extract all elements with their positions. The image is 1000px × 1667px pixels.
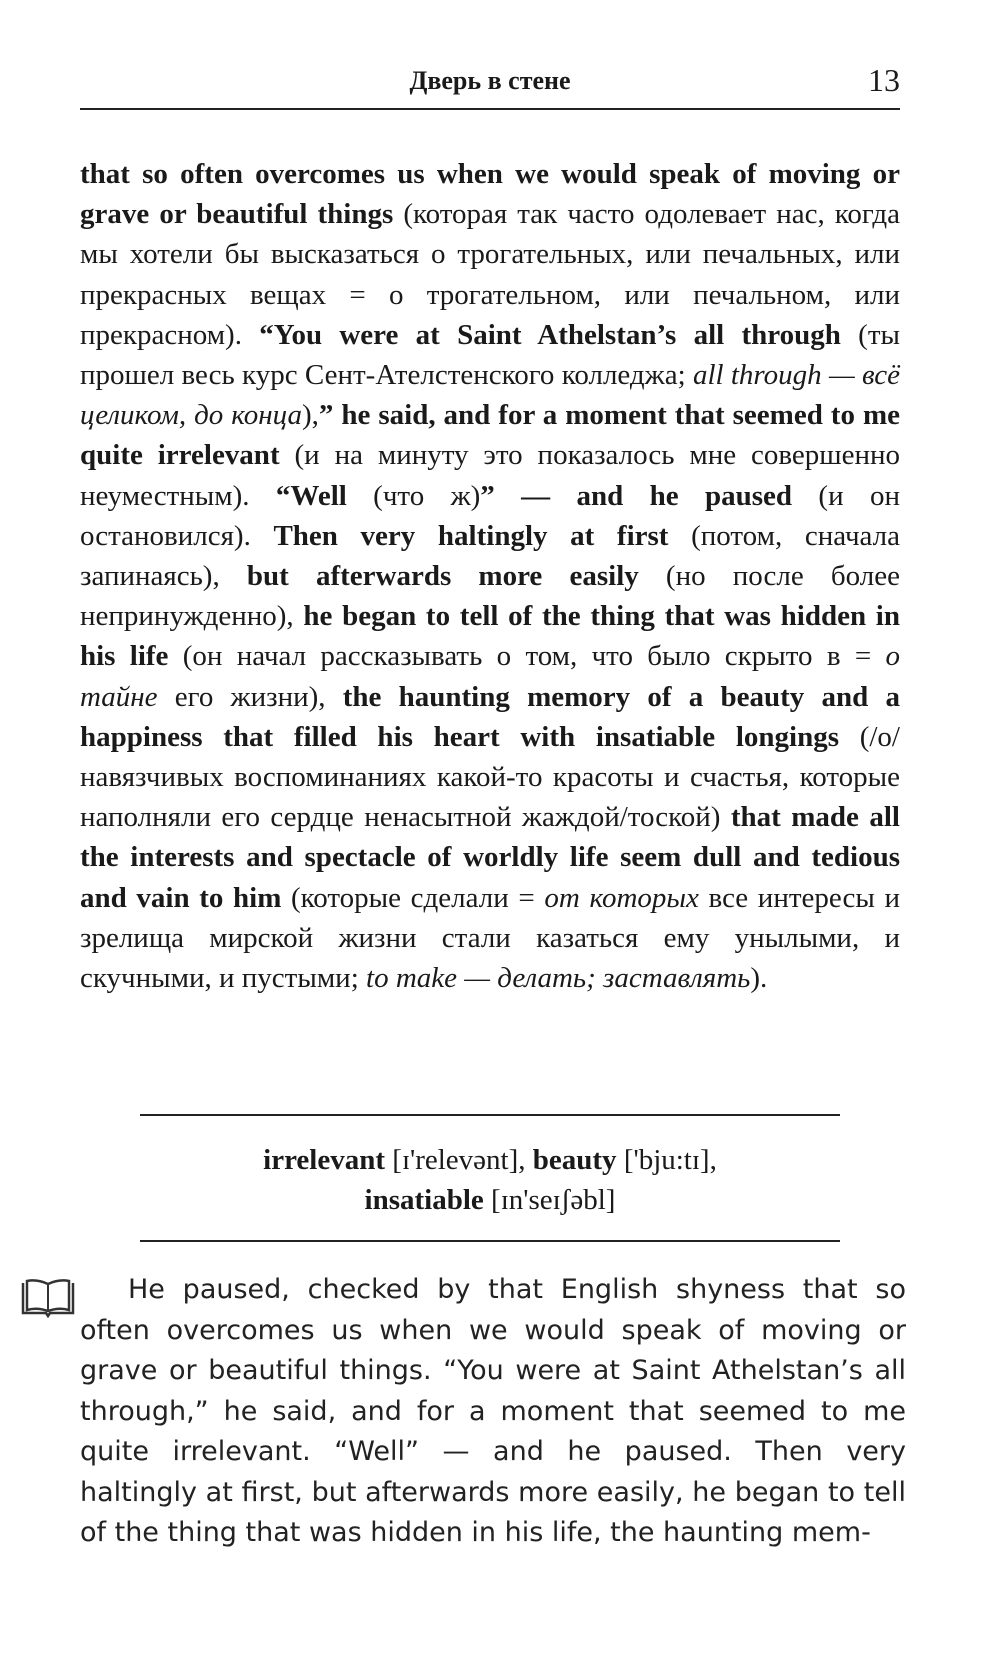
pronunciation-word: insatiable — [364, 1184, 484, 1216]
russian-translation: (он начал рассказывать о том, что было скрыто в = — [168, 640, 886, 673]
divider — [140, 1114, 840, 1116]
english-phrase: that so often overcomes us when we would speak of moving or grave or beautiful things — [80, 158, 900, 231]
vocabulary-note: о тайне — [80, 640, 900, 713]
russian-translation: все интересы и зрелища мирской жизни стали казаться ему унылыми, и скучными, и пустыми; — [80, 881, 900, 995]
vocabulary-note: to make — делать; заставлять — [366, 962, 751, 995]
chapter-title: Дверь в стене — [409, 66, 571, 95]
english-phrase: the haunting memory of a beauty and a happiness that filled his heart with insatiable longings — [80, 680, 900, 753]
annotated-text-paragraph — [80, 154, 900, 998]
pronunciation-word: irrelevant — [263, 1144, 386, 1176]
english-phrase: ” — and he paused — [480, 479, 793, 512]
english-original-text: He paused, checked by that English shyness that so often overcomes us when we would speak of moving or grave or beautiful things. “You were at Saint Athelstan’s all through,” he said, and for a moment that seemed to me quite irrelevant. “Well” — and he paused. Then very haltingly at first, but afterwards more easily, he began to tell of the thing that was hidden in his life, the haunting mem- — [80, 1274, 906, 1548]
russian-translation: (и он остановился). — [80, 479, 900, 552]
russian-translation: (которая так часто одолевает нас, когда мы хотели бы высказаться о трогательных, или печальных, или прекрасных вещах = о трогательном, или печальном, или прекрасном). — [80, 198, 900, 351]
running-header — [80, 62, 900, 110]
russian-translation: (и на минуту это показалось мне совершенно неуместным). — [80, 439, 900, 512]
russian-translation: (что ж) — [346, 479, 481, 512]
english-phrase: ” he said, and for a moment that seemed to me quite irrelevant — [80, 399, 900, 472]
vocabulary-note: от которых — [544, 881, 699, 914]
english-phrase: but afterwards more easily — [246, 560, 639, 593]
page-number: 13 — [868, 62, 900, 98]
open-book-icon — [20, 1278, 76, 1318]
english-phrase: Then very haltingly at first — [273, 519, 669, 552]
russian-translation: (но после более непринужденно), — [80, 560, 900, 633]
transcription: [ɪn'seɪʃəbl] — [483, 1184, 616, 1216]
russian-translation: ), — [301, 399, 319, 432]
russian-translation: (/о/ навязчивых воспоминаниях какой-то красоты и счастья, которые наполняли его сердце ненасытной жаждой/тоской) — [80, 720, 900, 834]
divider — [140, 1240, 840, 1242]
english-phrase: that made all the interests and spectacle of worldly life seem dull and tedious and vain to him — [80, 801, 900, 914]
english-phrase: “Well — [275, 479, 347, 512]
english-phrase: “You were at Saint Athelstan’s all through — [259, 318, 841, 351]
transcription: [ɪ'relevənt], — [385, 1144, 533, 1176]
vocabulary-note: all through — всё целиком, до конца — [80, 359, 900, 432]
pronunciation-word: beauty — [532, 1144, 617, 1176]
russian-translation: (которые сделали = — [281, 881, 545, 914]
russian-translation: его жизни), — [157, 680, 343, 713]
russian-translation: (ты прошел весь курс Сент-Ателстенского колледжа; — [80, 318, 900, 392]
pronunciation-block — [80, 1140, 900, 1220]
russian-translation: (потом, сначала запинаясь), — [80, 519, 900, 593]
transcription: ['bju:tɪ], — [616, 1144, 717, 1176]
english-phrase: he began to tell of the thing that was hidden in his life — [80, 600, 900, 673]
russian-translation: ). — [750, 962, 768, 995]
